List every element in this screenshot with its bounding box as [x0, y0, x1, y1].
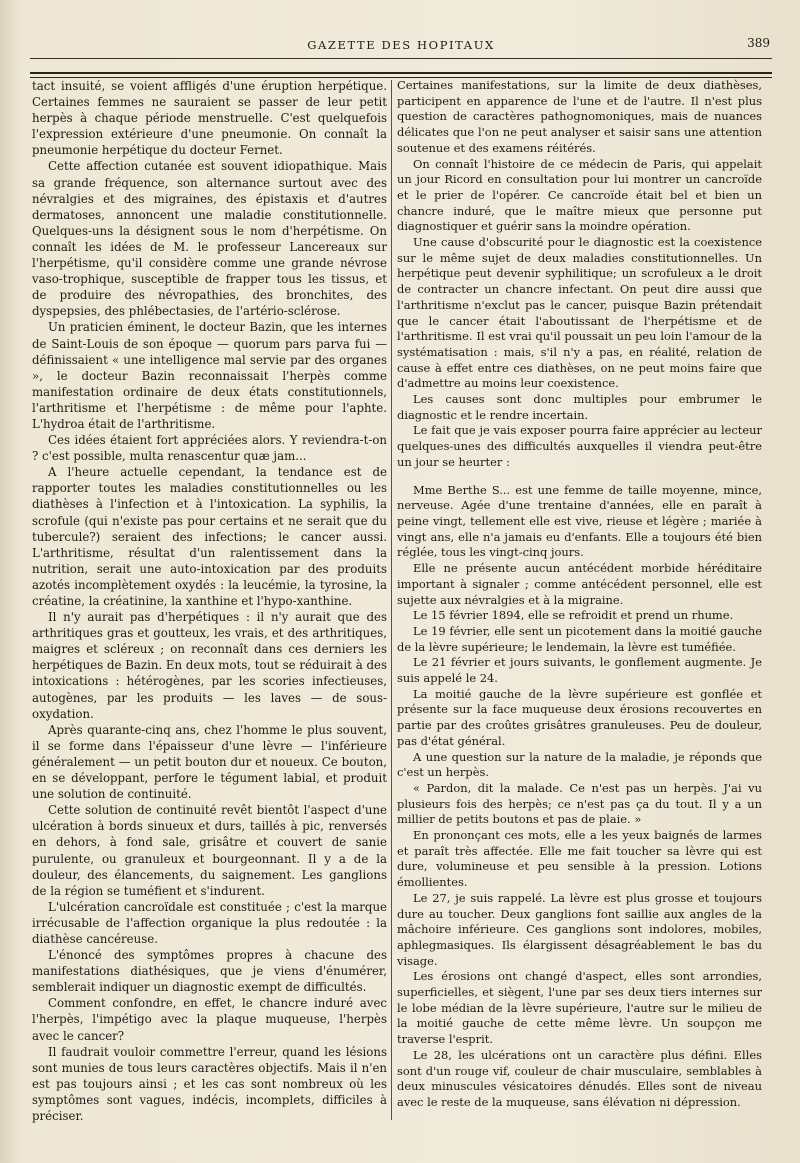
paragraph: Cette solution de continuité revêt bientôt l'aspect d'une ulcération à bords sinueux et durs, taillés à pic, renversés en dehors, à fond sale, grisâtre et couvert de sanie purulente, ou granuleux et bourgeonnant. Il y a de la douleur, des élancements, du saignement. Les ganglions de la région se tuméfient et s'indurent.: [32, 803, 387, 898]
right-column: [397, 78, 762, 1111]
paragraph: L'énoncé des symptômes propres à chacune des manifestations diathésiques, que je viens d'énumérer, semblerait indiquer un diagnostic exempt de difficultés.: [32, 948, 387, 995]
paragraph: Le 28, les ulcérations ont un caractère plus défini. Elles sont d'un rouge vif, couleur de chair musculaire, semblables à deux minuscules vésicatoires dénudés. Elles sont de niveau avec le reste de la muqueuse, sans élévation ni dépression.: [397, 1047, 762, 1109]
paragraph: La moitié gauche de la lèvre supérieure est gonflée et présente sur la face muqueuse deux érosions recouvertes en partie par des croûtes grisâtres granuleuses. Peu de douleur, pas d'état général.: [397, 686, 762, 748]
paragraph: Ces idées étaient fort appréciées alors. Y reviendra-t-on ? c'est possible, multa renascentur quæ jam...: [32, 433, 387, 464]
paragraph: Une cause d'obscurité pour le diagnostic est la coexistence sur le même sujet de deux maladies constitutionnelles. Un herpétique peut devenir syphilitique; un scrofuleux a le droit de contracter un chancre infectant. On peut dire aussi que l'arthritisme n'exclut pas le cancer, puisque Bazin prétendait que le cancer était l'aboutissant de l'herpétisme et de l'arthritisme. Il est vrai qu'il poussait un peu loin l'amour de la systématisation : mais, s'il n'y a pas, en réalité, relation de cause à effet entre ces diathèses, on ne peut moins faire que d'admettre au moins leur coexistence.: [397, 235, 762, 391]
paragraph: Les causes sont donc multiples pour embrumer le diagnostic et le rendre incertain.: [397, 392, 762, 422]
paragraph: Le 27, je suis rappelé. La lèvre est plus grosse et toujours dure au toucher. Deux ganglions font saillie aux angles de la mâchoire inférieure. Ces ganglions sont indolores, mobiles, aphlegmasiques. Ils élargissent désagréablement le bas du visage.: [397, 890, 762, 968]
paragraph: « Pardon, dit la malade. Ce n'est pas un herpès. J'ai vu plusieurs fois des herpès; ce n'est pas ça du tout. Il y a un millier de petits boutons et pas de plaie. »: [397, 780, 762, 827]
page-number: 389: [747, 36, 770, 50]
left-column: [32, 78, 387, 1124]
page-header: [30, 28, 772, 59]
paragraph: A une question sur la nature de la maladie, je réponds que c'est un herpès.: [397, 749, 762, 780]
paragraph: Mme Berthe S... est une femme de taille moyenne, mince, nerveuse. Agée d'une trentaine d'années, elle en paraît à peine vingt, tellement elle est vive, rieuse et légère ; mariée à vingt ans, elle n'a jamais eu d'enfants. Elle a toujours été bien réglée, tous les vingt-cinq jours.: [397, 482, 762, 560]
paragraph: Le 21 février et jours suivants, le gonflement augmente. Je suis appelé le 24.: [397, 655, 762, 686]
paragraph: Cette affection cutanée est souvent idiopathique. Mais sa grande fréquence, son alternance surtout avec des névralgies et des migraines, des épistaxis et d'autres dermatoses, annoncent une maladie constitutionnelle. Quelques-uns la désignent sous le nom d'herpétisme. On connaît les idées de M. le professeur Lancereaux sur l'herpétisme, qu'il considère comme une grande névrose vaso-trophique, susceptible de frapper tous les tissus, et de produire des névropathies, des bronchites, des dyspepsies, des phlébectasies, de l'artério-sclérose.: [32, 159, 387, 319]
column-divider: [391, 80, 392, 1120]
paragraph: tact insuité, se voient affligés d'une éruption herpétique. Certaines femmes ne sauraient se passer de leur petit herpès à chaque période menstruelle. C'est quelquefois l'expression extérieure d'une pneumonie. On connaît la pneumonie herpétique du docteur Fernet.: [32, 79, 387, 158]
paragraph: Le fait que je vais exposer pourra faire apprécier au lecteur quelques-unes des difficultés auxquelles il viendra peut-être un jour se heurter :: [397, 423, 762, 469]
paragraph: Il faudrait vouloir commettre l'erreur, quand les lésions sont munies de tous leurs caractères objectifs. Mais il n'en est pas toujours ainsi ; et les cas sont nombreux où les symptômes sont vagues, indécis, incomplets, difficiles à préciser.: [32, 1044, 387, 1123]
paragraph: On connaît l'histoire de ce médecin de Paris, qui appelait un jour Ricord en consultation pour lui montrer un cancroïde et le prier de l'opérer. Ce cancroïde était bel et bien un chancre induré, que le maître mieux que personne put diagnostiquer et guérir sans la moindre opération.: [397, 156, 762, 234]
paragraph: A l'heure actuelle cependant, la tendance est de rapporter toutes les maladies constitutionnelles ou les diathèses à l'infection et à l'intoxication. La syphilis, la scrofule (qui n'existe pas pour certains et ne serait que du tubercule?) seraient des infections; le cancer aussi. L'arthritisme, résultat d'un ralentissement dans la nutrition, serait une auto-intoxication par des produits azotés incomplètement oxydés : la leucémie, la tyrosine, la créatine, la créatinine, la xanthine et l'hypo-xanthine.: [32, 465, 387, 608]
journal-title: GAZETTE DES HOPITAUX: [307, 38, 495, 52]
paragraph: Après quarante-cinq ans, chez l'homme le plus souvent, il se forme dans l'épaisseur d'une lèvre — l'inférieure généralement — un petit bouton dur et noueux. Ce bouton, en se développant, perfore le tégument labial, et produit une solution de continuité.: [32, 722, 387, 802]
paragraph: Un praticien éminent, le docteur Bazin, que les internes de Saint-Louis de son époque — quorum pars parva fui — définissaient « une intelligence mal servie par des organes », le docteur Bazin reconnaissait l'herpès comme manifestation ordinaire de deux états constitutionnels, l'arthritisme et l'herpétisme : de même pour l'aphte. L'hydroa était de l'arthritisme.: [32, 320, 387, 431]
paragraph: Le 15 février 1894, elle se refroidit et prend un rhume.: [413, 608, 734, 623]
paragraph: Le 19 février, elle sent un picotement dans la moitié gauche de la lèvre supérieure; le lendemain, la lèvre est tuméfiée.: [397, 623, 762, 654]
paragraph: Il n'y aurait pas d'herpétiques : il n'y aurait que des arthritiques gras et goutteux, les vrais, et des arthritiques, maigres et scléreux ; on reconnaît dans ces derniers les herpétiques de Bazin. En deux mots, tout se réduirait à des intoxications : hétérogènes, par les scories infectieuses, autogènes, par les produits — les laves — de sous-oxydation.: [32, 610, 387, 721]
paragraph: Comment confondre, en effet, le chancre induré avec l'herpès, l'impétigo avec la plaque muqueuse, l'herpès avec le cancer?: [32, 996, 387, 1043]
paragraph: Les érosions ont changé d'aspect, elles sont arrondies, superficielles, et siègent, l'une par ses deux tiers internes sur le lobe médian de la lèvre supérieure, l'autre sur le milieu de la moitié gauche de cette même lèvre. Un soupçon me traverse l'esprit.: [397, 969, 762, 1047]
paragraph: L'ulcération cancroïdale est constituée ; c'est la marque irrécusable de l'affection organique la plus redoutée : la diathèse cancéreuse.: [32, 899, 387, 946]
paragraph: Elle ne présente aucun antécédent morbide héréditaire important à signaler ; comme antécédent personnel, elle est sujette aux névralgies et à la migraine.: [397, 561, 762, 607]
paragraph: En prononçant ces mots, elle a les yeux baignés de larmes et paraît très affectée. Elle me fait toucher sa lèvre qui est dure, volumineuse et peu sensible à la pression. Lotions émollientes.: [397, 828, 762, 890]
paragraph: Certaines manifestations, sur la limite de deux diathèses, participent en apparence de l'une et de l'autre. Il n'est plus question de caractères pathognomoniques, mais de nuances délicates que l'on ne peut analyser et saisir sans une attention soutenue et des examens réitérés.: [397, 78, 762, 155]
